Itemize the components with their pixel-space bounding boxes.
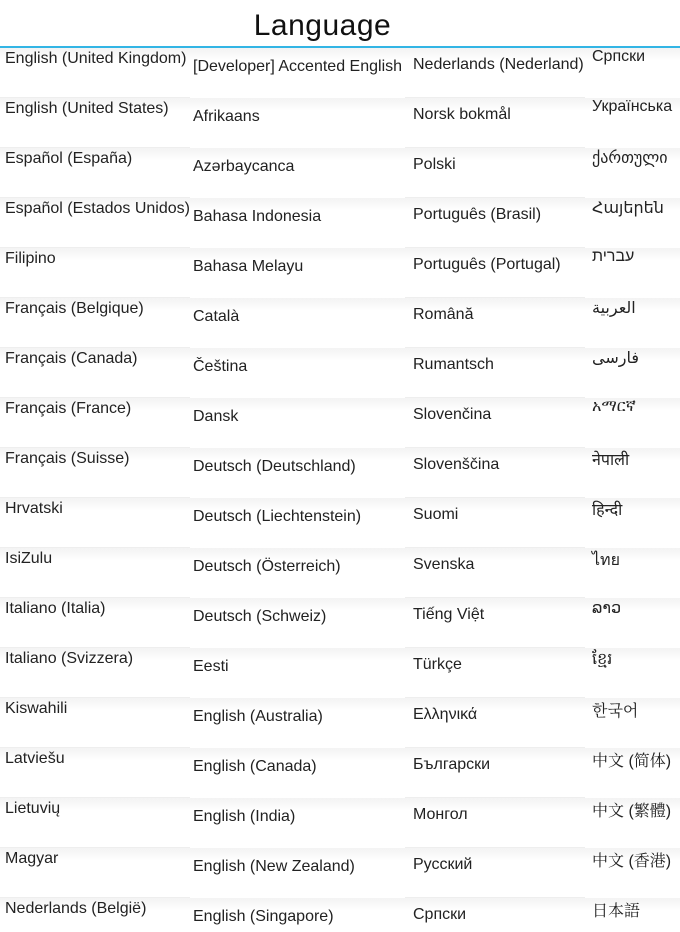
language-item-label: 中文 (简体) [592, 753, 672, 770]
language-item[interactable] [405, 398, 585, 448]
language-item-label: Slovenčina [413, 406, 492, 423]
language-item[interactable] [405, 448, 585, 498]
language-item[interactable] [190, 698, 405, 748]
language-item[interactable] [405, 98, 585, 148]
language-column-2 [190, 48, 406, 932]
language-item-label: Português (Portugal) [413, 256, 561, 273]
language-item[interactable] [405, 348, 585, 398]
language-column-1 [0, 48, 191, 932]
language-item-label: English (New Zealand) [193, 858, 355, 875]
language-item-label: [Developer] Accented English [193, 58, 403, 75]
language-item[interactable] [585, 198, 680, 248]
language-item-label: Български [413, 756, 491, 773]
language-item[interactable] [190, 298, 405, 348]
language-item[interactable] [190, 748, 405, 798]
page-title: Language [253, 9, 392, 42]
language-item[interactable] [405, 898, 585, 932]
language-item[interactable] [0, 48, 190, 98]
language-item[interactable] [0, 248, 190, 298]
language-item[interactable] [190, 198, 405, 248]
language-item[interactable] [0, 798, 190, 848]
language-item-label: עברית [592, 248, 635, 265]
language-item[interactable] [585, 648, 680, 698]
language-item-label: Türkçe [413, 656, 462, 673]
language-item[interactable] [405, 148, 585, 198]
language-item-label: ខ្មែរ [592, 651, 613, 668]
language-item-label: Italiano (Svizzera) [5, 650, 134, 667]
language-item[interactable] [0, 848, 190, 898]
language-item[interactable] [405, 698, 585, 748]
language-item-label: English (Canada) [193, 758, 317, 775]
language-item[interactable] [585, 98, 680, 148]
language-item[interactable] [190, 898, 405, 932]
language-item-label: Magyar [5, 850, 59, 867]
language-item-label: 中文 (香港) [592, 853, 672, 870]
language-item-label: 日本語 [592, 903, 641, 920]
language-item[interactable] [0, 98, 190, 148]
language-item[interactable] [190, 848, 405, 898]
language-item[interactable] [0, 298, 190, 348]
language-item[interactable] [0, 198, 190, 248]
language-item[interactable] [190, 798, 405, 848]
language-item-label: English (United Kingdom) [5, 50, 187, 67]
language-item-label: Nederlands (België) [5, 900, 147, 917]
language-item-label: Bahasa Melayu [193, 258, 304, 275]
language-item-label: Eesti [193, 658, 229, 675]
language-item-label: Français (France) [5, 400, 132, 417]
language-item[interactable] [585, 48, 680, 98]
language-item[interactable] [190, 148, 405, 198]
language-item[interactable] [190, 548, 405, 598]
language-item-label: ქართული [592, 150, 668, 167]
language-item-label: Suomi [413, 506, 459, 523]
language-item-label: Français (Canada) [5, 350, 138, 367]
language-item[interactable] [0, 598, 190, 648]
language-item[interactable] [585, 348, 680, 398]
language-item-label: Latviešu [5, 750, 65, 767]
language-item[interactable] [190, 498, 405, 548]
language-item[interactable] [190, 348, 405, 398]
language-item-label: English (United States) [5, 100, 169, 117]
language-item[interactable] [585, 398, 680, 448]
language-item-label: فارسی [592, 350, 639, 367]
language-item-label: Українська [592, 98, 673, 115]
language-column-3 [405, 48, 586, 932]
language-item[interactable] [585, 498, 680, 548]
language-item-label: Español (España) [5, 150, 133, 167]
language-item[interactable] [405, 848, 585, 898]
language-item-label: Afrikaans [193, 108, 260, 125]
language-item[interactable] [585, 148, 680, 198]
language-item[interactable] [0, 448, 190, 498]
language-item-label: 한국어 [592, 703, 639, 720]
language-item-label: English (Australia) [193, 708, 323, 725]
language-item-label: English (Singapore) [193, 908, 334, 925]
language-item-label: Српски [592, 48, 646, 65]
language-item[interactable] [405, 298, 585, 348]
language-item[interactable] [0, 898, 190, 932]
language-item[interactable] [585, 898, 680, 932]
language-item[interactable] [190, 398, 405, 448]
language-item-label: Slovenščina [413, 456, 500, 473]
language-item-label: Français (Belgique) [5, 300, 144, 317]
language-item-label: Português (Brasil) [413, 206, 542, 223]
language-item[interactable] [405, 798, 585, 848]
language-item-label: አማርኛ [592, 398, 636, 415]
language-item-label: Bahasa Indonesia [193, 208, 322, 225]
language-item-label: Tiếng Việt [413, 606, 485, 623]
language-item-label: ไทย [592, 552, 620, 569]
language-item[interactable] [0, 498, 190, 548]
language-item[interactable] [585, 698, 680, 748]
language-item-label: Deutsch (Deutschland) [193, 458, 356, 475]
language-item-label: Hrvatski [5, 500, 63, 517]
language-item-label: हिन्दी [592, 502, 623, 519]
language-item-label: Kiswahili [5, 700, 68, 717]
language-item[interactable] [585, 598, 680, 648]
language-item[interactable] [405, 648, 585, 698]
language-item-label: Српски [413, 906, 467, 923]
language-column-4 [585, 48, 680, 932]
language-item-label: IsiZulu [5, 550, 53, 567]
language-item-label: Հայերեն [592, 200, 664, 217]
language-item[interactable] [405, 748, 585, 798]
language-item-label: English (India) [193, 808, 296, 825]
language-item-label: Filipino [5, 250, 56, 267]
language-item[interactable] [585, 848, 680, 898]
language-item[interactable] [0, 648, 190, 698]
language-item[interactable] [405, 498, 585, 548]
language-item[interactable] [190, 648, 405, 698]
language-item-label: Deutsch (Liechtenstein) [193, 508, 362, 525]
language-item[interactable] [585, 798, 680, 848]
language-item-label: Français (Suisse) [5, 450, 130, 467]
language-item-label: Deutsch (Österreich) [193, 558, 341, 575]
language-item-label: Nederlands (Nederland) [413, 56, 584, 73]
language-item-label: Ελληνικά [413, 706, 478, 723]
language-item[interactable] [405, 198, 585, 248]
language-item-label: Монгол [413, 806, 468, 823]
language-item[interactable] [0, 398, 190, 448]
language-item[interactable] [405, 548, 585, 598]
language-item[interactable] [405, 248, 585, 298]
language-item-label: Русский [413, 856, 473, 873]
language-item[interactable] [585, 448, 680, 498]
language-item-label: ລາວ [592, 600, 622, 617]
language-item-label: Rumantsch [413, 356, 494, 373]
language-item-label: नेपाली [592, 452, 630, 469]
language-item-label: Italiano (Italia) [5, 600, 106, 617]
language-item-label: Norsk bokmål [413, 106, 511, 123]
language-item[interactable] [405, 48, 585, 98]
language-item[interactable] [190, 248, 405, 298]
language-item-label: 中文 (繁體) [592, 803, 672, 820]
language-item[interactable] [585, 248, 680, 298]
language-item[interactable] [0, 698, 190, 748]
language-item[interactable] [190, 48, 405, 98]
language-item-label: Dansk [193, 408, 239, 425]
language-item-label: Polski [413, 156, 456, 173]
language-item[interactable] [405, 598, 585, 648]
language-item-label: Română [413, 306, 474, 323]
language-item[interactable] [190, 98, 405, 148]
language-item-label: العربية [592, 300, 636, 317]
language-item-label: Español (Estados Unidos) [5, 200, 190, 217]
language-item[interactable] [0, 748, 190, 798]
language-item-label: Deutsch (Schweiz) [193, 608, 327, 625]
language-item[interactable] [190, 598, 405, 648]
language-item-label: Azərbaycanca [193, 158, 295, 175]
language-item-label: Svenska [413, 556, 475, 573]
language-item[interactable] [585, 748, 680, 798]
language-item[interactable] [190, 448, 405, 498]
language-item[interactable] [585, 298, 680, 348]
language-item[interactable] [0, 348, 190, 398]
language-item-label: Català [193, 308, 240, 325]
language-item[interactable] [585, 548, 680, 598]
language-item[interactable] [0, 148, 190, 198]
language-item-label: Lietuvių [5, 800, 61, 817]
language-item-label: Čeština [193, 358, 248, 375]
language-item[interactable] [0, 548, 190, 598]
